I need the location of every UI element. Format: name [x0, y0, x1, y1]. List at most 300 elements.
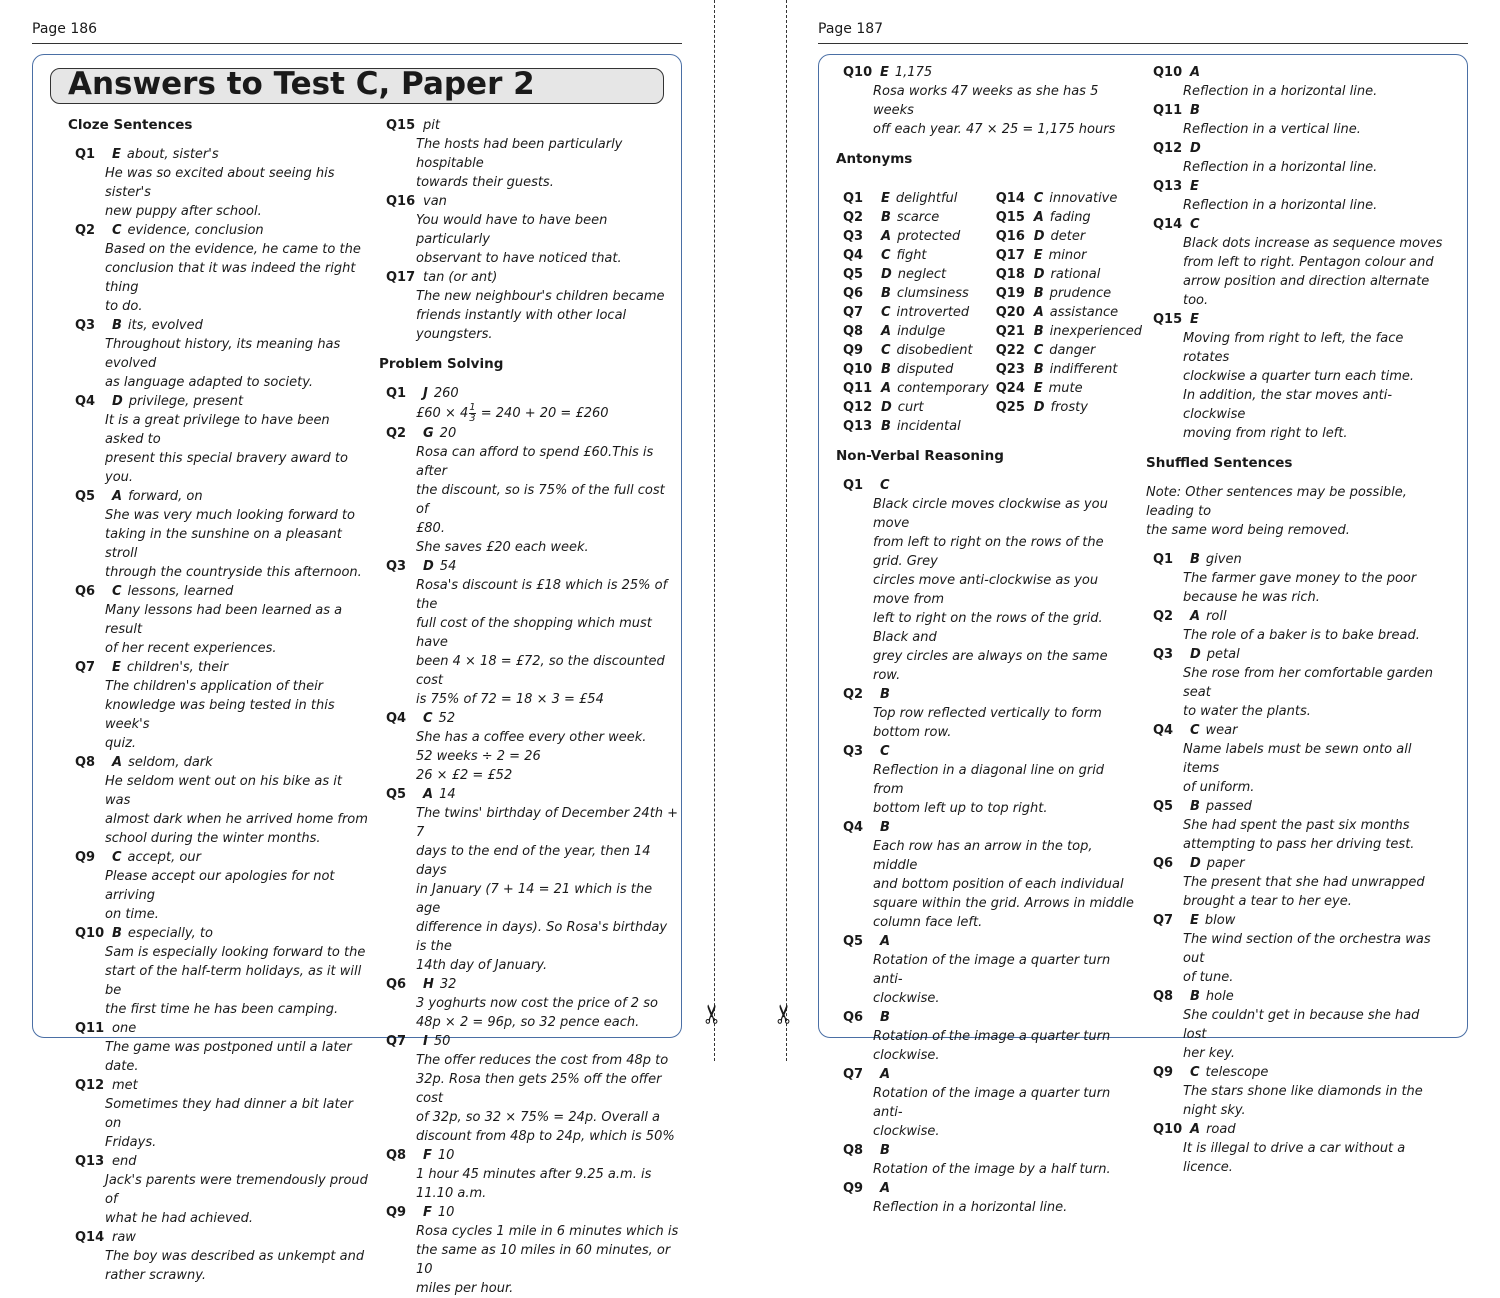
answer-text: 52 [438, 711, 456, 726]
answer-text: incidental [896, 419, 961, 434]
answer-line [989, 284, 1142, 303]
answer-line [836, 303, 989, 322]
answer-line [1146, 854, 1446, 873]
fraction [469, 403, 475, 424]
section-spacer [836, 139, 1136, 150]
answer-letter: C [1190, 723, 1200, 738]
answer-explanation: Reflection in a horizontal line. [873, 1200, 1068, 1215]
answer-text: danger [1049, 343, 1096, 358]
answer-item [1146, 797, 1446, 854]
answer-letter: C [881, 248, 891, 263]
answer-letter: B [1033, 324, 1044, 339]
answer-line [989, 303, 1142, 322]
answer-line [1146, 607, 1446, 626]
question-number: Q7 [843, 305, 864, 320]
answer-letter: C [880, 478, 890, 493]
question-number: Q6 [75, 584, 96, 599]
answer-item [379, 384, 679, 403]
answer-explanation: The present that she had unwrapped brought a tear to her eye. [1183, 875, 1425, 909]
answer-letter: C [1033, 191, 1044, 206]
question-number: Q10 [75, 926, 105, 941]
section-spacer [836, 179, 1136, 189]
answer-text: fight [896, 248, 927, 263]
answer-letter: A [1033, 210, 1044, 225]
answer-letter: A [112, 755, 123, 770]
answer-line [836, 818, 1136, 837]
answer-text: lessons, learned [127, 584, 234, 599]
answer-line [1146, 987, 1446, 1006]
answer-item [1146, 215, 1446, 310]
question-number: Q2 [75, 223, 96, 238]
section-heading: Antonyms [836, 151, 913, 167]
answer-line [836, 189, 989, 208]
question-number: Q22 [995, 343, 1025, 358]
answer-letter: A [1190, 609, 1201, 624]
section-heading: Problem Solving [379, 356, 504, 372]
question-number: Q12 [843, 400, 873, 415]
answer-text: met [112, 1078, 138, 1093]
section-heading: Cloze Sentences [68, 117, 193, 133]
question-number: Q1 [1153, 552, 1174, 567]
answer-text: 14 [439, 787, 456, 802]
section-note: Note: Other sentences may be possible, leading to the same word being removed. [1146, 485, 1407, 538]
answer-line [68, 1152, 368, 1171]
answer-explanation: Each row has an arrow in the top, middle and bottom position of each individual square within the grid. Arrows in middle column face left. [873, 839, 1134, 930]
answer-letter: A [880, 1181, 891, 1196]
question-number: Q1 [843, 478, 864, 493]
answer-text: introverted [896, 305, 970, 320]
answer-explanation: Rotation of the image by a half turn. [873, 1162, 1111, 1177]
answer-text: van [423, 194, 447, 209]
answer-explanation: The twins' birthday of December 24th + 7 days to the end of the year, then 14 days in January (7 + 14 = 21 which is the age difference in days). So Rosa's birthday is the 14th day of January. [416, 806, 679, 973]
answer-explanation: Rosa's discount is £18 which is 25% of the full cost of the shopping which must have been 4 × 18 = £72, so the discounted cost is 75% of 72 = 18 × 3 = £54 [416, 578, 668, 707]
answer-line [989, 265, 1142, 284]
answer-letter: B [112, 318, 122, 333]
answer-item [68, 753, 368, 848]
answer-explanation: Moving from right to left, the face rotates clockwise a quarter turn each time. In addition, the star moves anti-clockwise moving from right to left. [1183, 331, 1415, 441]
answer-text: indifferent [1049, 362, 1118, 377]
answer-text: neglect [897, 267, 947, 282]
answer-explanation: Rosa works 47 weeks as she has 5 weeks off each year. 47 × 25 = 1,175 hours [873, 84, 1116, 137]
answer-line [379, 424, 679, 443]
question-number: Q9 [843, 1181, 864, 1196]
answer-line [989, 322, 1142, 341]
answer-line [989, 379, 1142, 398]
answer-line [68, 1228, 368, 1247]
answer-line [989, 189, 1142, 208]
answer-text: delightful [895, 191, 958, 206]
answer-line [836, 742, 1136, 761]
answer-line [836, 246, 989, 265]
answer-line [989, 246, 1142, 265]
question-number: Q7 [1153, 913, 1174, 928]
answer-letter: C [1033, 343, 1044, 358]
answer-explanation: Please accept our apologies for not arriving on time. [105, 869, 335, 922]
answer-line [1146, 1063, 1446, 1082]
column-problem-solving [379, 116, 679, 1298]
answer-text: deter [1050, 229, 1086, 244]
answer-letter: G [423, 426, 434, 441]
answer-item [379, 1032, 679, 1146]
answer-text: roll [1206, 609, 1227, 624]
answer-explanation: The farmer gave money to the poor because he was rich. [1183, 571, 1417, 605]
answer-text: wear [1205, 723, 1238, 738]
answer-text: about, sister's [126, 147, 219, 162]
answer-text: children's, their [126, 660, 229, 675]
question-number: Q2 [843, 687, 864, 702]
answer-explanation: She rose from her comfortable garden seat to water the plants. [1183, 666, 1433, 719]
antonyms-column [989, 189, 1142, 436]
answer-letter: E [1190, 312, 1199, 327]
answer-text: road [1206, 1122, 1236, 1137]
question-number: Q17 [995, 248, 1025, 263]
answer-explanation: Rotation of the image a quarter turn anti- clockwise. [873, 953, 1111, 1006]
answer-letter: C [880, 744, 890, 759]
answer-text: one [112, 1021, 137, 1036]
question-number: Q8 [386, 1148, 407, 1163]
answer-item [68, 848, 368, 924]
answer-explanation: The wind section of the orchestra was out of tune. [1183, 932, 1431, 985]
answer-letter: C [423, 711, 433, 726]
question-number: Q15 [995, 210, 1025, 225]
question-number: Q10 [843, 362, 873, 377]
answer-explanation: She has a coffee every other week. 52 weeks ÷ 2 = 26 26 × £2 = £52 [416, 730, 647, 783]
question-number: Q19 [995, 286, 1025, 301]
question-number: Q21 [995, 324, 1025, 339]
answer-text: disputed [896, 362, 954, 377]
answer-line [1146, 310, 1446, 329]
answer-explanation: Throughout history, its meaning has evolved as language adapted to society. [105, 337, 341, 390]
answer-item [1146, 310, 1446, 443]
answer-letter: D [112, 394, 123, 409]
question-number: Q8 [75, 755, 96, 770]
answer-line [989, 398, 1142, 417]
answer-letter: C [881, 305, 891, 320]
question-number: Q10 [1153, 1122, 1183, 1137]
answer-letter: A [423, 787, 434, 802]
answer-item [836, 742, 1136, 818]
answer-line [836, 398, 989, 417]
column-antonyms-nvr [836, 63, 1143, 1217]
answer-explanation: Top row reflected vertically to form bottom row. [873, 706, 1102, 740]
answer-line [68, 221, 368, 240]
question-number: Q2 [1153, 609, 1174, 624]
answer-letter: B [880, 1143, 890, 1158]
answer-item [68, 1152, 368, 1228]
question-number: Q6 [843, 1010, 864, 1025]
answer-item [68, 392, 368, 487]
section-heading: Shuffled Sentences [1146, 455, 1293, 471]
answer-item [1146, 63, 1446, 101]
answer-letter: A [112, 489, 123, 504]
answer-line [68, 487, 368, 506]
answer-line [379, 192, 679, 211]
answer-explanation: It is a great privilege to have been asked to present this special bravery award to you. [105, 413, 348, 485]
answer-item [836, 1008, 1136, 1065]
answer-item [379, 1146, 679, 1203]
question-number: Q14 [75, 1230, 105, 1245]
answer-explanation: Rotation of the image a quarter turn clockwise. [873, 1029, 1111, 1063]
question-number: Q2 [386, 426, 407, 441]
answer-explanation: She couldn't get in because she had lost her key. [1183, 1008, 1420, 1061]
answer-text: 260 [433, 386, 459, 401]
answer-item [836, 932, 1136, 1008]
answer-line [68, 753, 368, 772]
question-number: Q3 [843, 229, 864, 244]
answer-letter: A [881, 324, 892, 339]
answer-line [836, 284, 989, 303]
answer-line [68, 392, 368, 411]
answer-letter: A [881, 381, 892, 396]
answer-text: pit [423, 118, 440, 133]
answer-explanation: The role of a baker is to bake bread. [1183, 628, 1420, 643]
question-number: Q14 [995, 191, 1025, 206]
question-number: Q5 [1153, 799, 1174, 814]
answer-letter: F [423, 1148, 432, 1163]
answer-explanation: Black circle moves clockwise as you move from left to right on the rows of the grid. Grey circles move anti-clockwise as you move from left to right on the rows of the grid. Black and grey circles are always on the same row. [873, 497, 1108, 683]
answer-text: petal [1206, 647, 1240, 662]
question-number: Q13 [843, 419, 873, 434]
answer-text: forward, on [128, 489, 203, 504]
answer-line [836, 341, 989, 360]
answer-explanation: Many lessons had been learned as a result of her recent experiences. [105, 603, 343, 656]
antonyms-column [836, 189, 989, 436]
answer-line [836, 1141, 1136, 1160]
answer-item [1146, 1120, 1446, 1177]
answer-text: end [112, 1154, 137, 1169]
section-heading: Non-Verbal Reasoning [836, 448, 1004, 464]
answer-letter: D [1033, 400, 1045, 415]
answer-line [1146, 1120, 1446, 1139]
answer-letter: E [881, 191, 890, 206]
answer-letter: C [1190, 1065, 1200, 1080]
answer-letter: E [1033, 381, 1043, 396]
answer-text: indulge [897, 324, 946, 339]
answer-item [836, 1179, 1136, 1217]
answer-letter: B [881, 286, 891, 301]
answer-line [68, 848, 368, 867]
question-number: Q8 [843, 324, 864, 339]
cut-line-left [714, 0, 715, 1061]
question-number: Q9 [75, 850, 96, 865]
question-number: Q1 [386, 386, 407, 401]
question-number: Q25 [995, 400, 1025, 415]
answer-item [1146, 721, 1446, 797]
answer-explanation: She had spent the past six months attempting to pass her driving test. [1183, 818, 1415, 852]
answer-line [1146, 645, 1446, 664]
answer-explanation: She was very much looking forward to taking in the sunshine on a pleasant stroll through the countryside this afternoon. [105, 508, 362, 580]
answer-item [1146, 177, 1446, 215]
answer-line [836, 932, 1136, 951]
answer-line [379, 1032, 679, 1051]
working-fraction [379, 403, 679, 424]
answer-letter: C [112, 584, 122, 599]
answer-text: inexperienced [1049, 324, 1143, 339]
answer-item [68, 487, 368, 582]
answer-item [1146, 645, 1446, 721]
question-number: Q6 [843, 286, 864, 301]
answer-item [1146, 101, 1446, 139]
answer-item [1146, 550, 1446, 607]
question-number: Q9 [843, 343, 864, 358]
answer-explanation: Name labels must be sewn onto all items of uniform. [1183, 742, 1412, 795]
answer-letter: D [1190, 856, 1201, 871]
answer-explanation: Reflection in a horizontal line. [1183, 198, 1378, 213]
answer-text: minor [1048, 248, 1087, 263]
answer-line [68, 924, 368, 943]
answer-letter: E [1033, 248, 1043, 263]
answer-text: 1,175 [894, 65, 933, 80]
answer-letter: A [1190, 65, 1201, 80]
answer-line [1146, 139, 1446, 158]
question-number: Q18 [995, 267, 1025, 282]
answer-letter: C [112, 223, 122, 238]
answer-explanation: Rosa can afford to spend £60.This is after the discount, so is 75% of the full cost of £80. She saves £20 each week. [416, 445, 665, 555]
answer-line [989, 360, 1142, 379]
answer-explanation: 1 hour 45 minutes after 9.25 a.m. is 11.10 a.m. [416, 1167, 652, 1201]
answer-line [379, 1146, 679, 1165]
question-number: Q23 [995, 362, 1025, 377]
answer-line [989, 341, 1142, 360]
question-number: Q11 [1153, 103, 1183, 118]
question-number: Q5 [75, 489, 96, 504]
answer-letter: C [881, 343, 891, 358]
answer-line [379, 116, 679, 135]
answer-line [836, 208, 989, 227]
answer-text: 10 [437, 1205, 455, 1220]
answer-explanation: The children's application of their knowledge was being tested in this week's quiz. [105, 679, 335, 751]
answer-text: scarce [896, 210, 940, 225]
fraction-denominator: 3 [469, 413, 476, 424]
fraction-suffix: = 240 + 20 = £260 [476, 406, 609, 421]
answer-line [68, 658, 368, 677]
answer-line [836, 1179, 1136, 1198]
answer-line [1146, 911, 1446, 930]
answer-line [379, 1203, 679, 1222]
answer-item [68, 316, 368, 392]
answer-letter: D [881, 400, 892, 415]
header-rule-right [818, 43, 1468, 44]
answer-line [1146, 550, 1446, 569]
answer-explanation: Reflection in a horizontal line. [1183, 84, 1378, 99]
answer-line [836, 476, 1136, 495]
question-number: Q14 [1153, 217, 1183, 232]
answer-text: privilege, present [128, 394, 244, 409]
answer-letter: B [880, 1010, 890, 1025]
question-number: Q7 [75, 660, 96, 675]
answer-text: fading [1049, 210, 1091, 225]
answer-letter: D [423, 559, 434, 574]
answer-item [379, 268, 679, 344]
answer-item [379, 709, 679, 785]
answer-line [68, 1076, 368, 1095]
answer-explanation: He seldom went out on his bike as it was almost dark when he arrived home from school during the winter months. [105, 774, 368, 846]
question-number: Q5 [843, 267, 864, 282]
question-number: Q8 [1153, 989, 1174, 1004]
answer-explanation: The game was postponed until a later date. [105, 1040, 352, 1074]
page-title: Answers to Test C, Paper 2 [68, 66, 535, 102]
answer-line [836, 1065, 1136, 1084]
answer-line [836, 227, 989, 246]
answer-explanation: The new neighbour's children became friends instantly with other local youngsters. [416, 289, 665, 342]
answer-text: 32 [439, 977, 457, 992]
antonyms-grid [836, 189, 1143, 436]
answer-letter: B [1190, 799, 1200, 814]
answer-item [68, 1019, 368, 1076]
answer-text: hole [1205, 989, 1234, 1004]
answer-explanation: Rotation of the image a quarter turn anti- clockwise. [873, 1086, 1111, 1139]
answer-line [379, 384, 679, 403]
question-number: Q6 [1153, 856, 1174, 871]
answer-letter: B [1190, 103, 1200, 118]
answer-text: 50 [433, 1034, 451, 1049]
answer-explanation: It is illegal to drive a car without a licence. [1183, 1141, 1406, 1175]
answer-line [989, 208, 1142, 227]
answer-line [1146, 101, 1446, 120]
answer-letter: B [881, 419, 891, 434]
question-number: Q12 [1153, 141, 1183, 156]
answer-explanation: He was so excited about seeing his sister's new puppy after school. [105, 166, 335, 219]
question-number: Q3 [1153, 647, 1174, 662]
answer-text: blow [1204, 913, 1236, 928]
answer-item [1146, 607, 1446, 645]
answer-item [68, 1076, 368, 1152]
answer-letter: A [880, 1067, 891, 1082]
question-number: Q1 [843, 191, 864, 206]
answer-line [379, 975, 679, 994]
answer-explanation: The stars shone like diamonds in the night sky. [1183, 1084, 1423, 1118]
question-number: Q9 [386, 1205, 407, 1220]
answer-explanation: The offer reduces the cost from 48p to 32p. Rosa then gets 25% off the offer cost of 32p, so 32 × 75% = 24p. Overall a discount from 48p to 24p, which is 50% [416, 1053, 675, 1144]
question-number: Q4 [843, 248, 864, 263]
answer-line [1146, 721, 1446, 740]
title-banner [50, 68, 664, 104]
answer-explanation: The boy was described as unkempt and rather scrawny. [105, 1249, 365, 1283]
answer-letter: D [1190, 647, 1201, 662]
header-rule-left [32, 43, 682, 44]
answer-explanation: Sometimes they had dinner a bit later on Fridays. [105, 1097, 353, 1150]
answer-text: contemporary [897, 381, 989, 396]
answer-item [1146, 1063, 1446, 1120]
cut-line-right [786, 0, 787, 1061]
answer-item [68, 924, 368, 1019]
answer-letter: B [881, 362, 891, 377]
answer-explanation: The hosts had been particularly hospitable towards their guests. [416, 137, 623, 190]
question-number: Q24 [995, 381, 1025, 396]
answer-letter: E [112, 147, 121, 162]
answer-text: accept, our [127, 850, 201, 865]
answer-explanation: Rosa cycles 1 mile in 6 minutes which is the same as 10 miles in 60 minutes, or 10 miles per hour. [416, 1224, 679, 1296]
answer-text: telescope [1205, 1065, 1269, 1080]
scissors-icon: ✂ [697, 1003, 728, 1025]
question-number: Q4 [386, 711, 407, 726]
answer-line [836, 379, 989, 398]
answer-text: 20 [439, 426, 457, 441]
answer-letter: E [880, 65, 889, 80]
question-number: Q3 [843, 744, 864, 759]
question-number: Q8 [843, 1143, 864, 1158]
answer-explanation: Based on the evidence, he came to the conclusion that it was indeed the right thing to do. [105, 242, 361, 314]
scissors-icon: ✂ [769, 1003, 800, 1025]
answer-item [68, 582, 368, 658]
section-spacer [1146, 443, 1446, 454]
answer-text: curt [897, 400, 924, 415]
question-number: Q4 [75, 394, 96, 409]
fraction-numerator: 1 [469, 402, 476, 413]
question-number: Q12 [75, 1078, 105, 1093]
answer-line [1146, 215, 1446, 234]
answer-letter: F [423, 1205, 432, 1220]
